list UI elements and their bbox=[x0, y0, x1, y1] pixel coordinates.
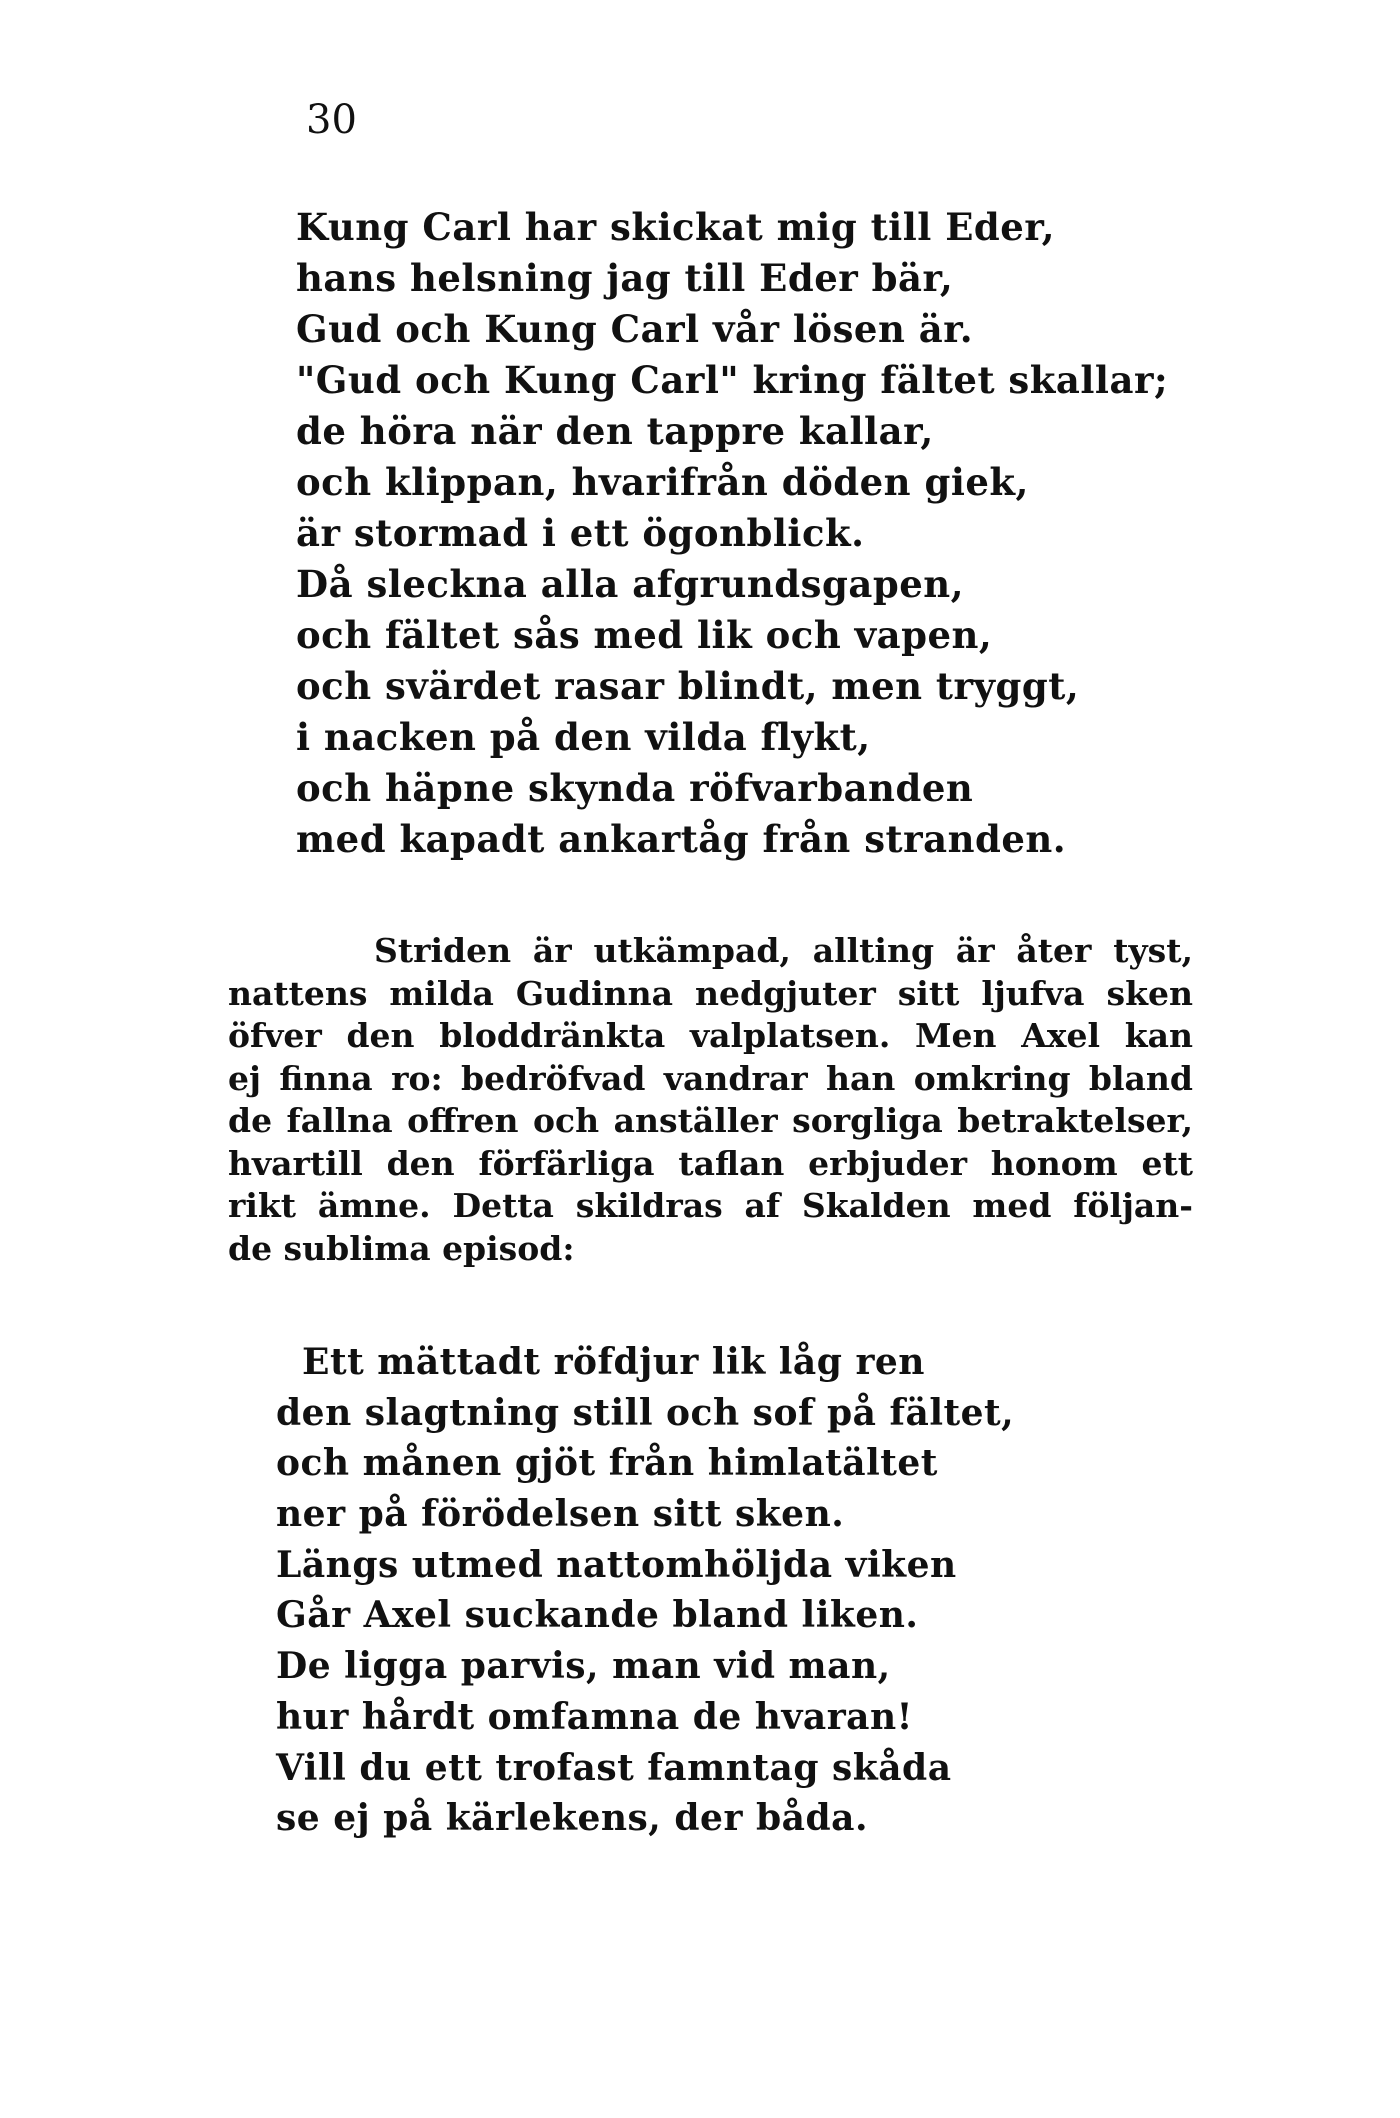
verse-stanza-1 bbox=[296, 202, 1168, 865]
prose-line: rikt ämne. Detta skildras af Skalden med följan- bbox=[228, 1186, 1193, 1225]
verse-line: hur hårdt omfamna de hvaran! bbox=[276, 1695, 913, 1738]
verse-line: Gud och Kung Carl vår lösen är. bbox=[296, 307, 974, 351]
prose-line: ej finna ro: bedröfvad vandrar han omkring bland bbox=[228, 1058, 1193, 1098]
verse-line: i nacken på den vilda flykt, bbox=[296, 715, 871, 759]
verse-line: och häpne skynda röfvarbanden bbox=[296, 766, 974, 810]
verse-line: är stormad i ett ögonblick. bbox=[296, 511, 865, 555]
prose-line: hvartill den förfärliga taflan erbjuder honom ett bbox=[228, 1143, 1193, 1183]
verse-line: de höra när den tappre kallar, bbox=[296, 409, 934, 453]
verse-line: den slagtning still och sof på fältet, bbox=[276, 1391, 1015, 1434]
verse-line: Ett mättadt röfdjur lik låg ren bbox=[302, 1341, 925, 1383]
verse-line: och klippan, hvarifrån döden giek, bbox=[296, 460, 1029, 504]
prose-paragraph bbox=[228, 930, 1193, 1270]
verse-line: och svärdet rasar blindt, men tryggt, bbox=[296, 664, 1080, 708]
verse-line: med kapadt ankartåg från stranden. bbox=[296, 817, 1067, 861]
verse-line: "Gud och Kung Carl" kring fältet skallar; bbox=[296, 358, 1169, 402]
verse-line: Då sleckna alla afgrundsgapen, bbox=[296, 562, 965, 606]
prose-line: de fallna offren och anställer sorgliga betraktelser, bbox=[228, 1101, 1193, 1140]
verse-line: De ligga parvis, man vid man, bbox=[276, 1645, 891, 1688]
verse-line: Går Axel suckande bland liken. bbox=[276, 1594, 919, 1637]
verse-line: Kung Carl har skickat mig till Eder, bbox=[296, 205, 1056, 249]
page-number: 30 bbox=[306, 97, 357, 143]
prose-line: Striden är utkämpad, allting är åter tyst, bbox=[374, 931, 1193, 970]
verse-line: Längs utmed nattomhöljda viken bbox=[276, 1543, 957, 1586]
verse-line: och fältet sås med lik och vapen, bbox=[296, 613, 993, 657]
verse-line: ner på förödelsen sitt sken. bbox=[276, 1493, 845, 1536]
prose-line: de sublima episod: bbox=[228, 1228, 575, 1268]
verse-stanza-2 bbox=[276, 1337, 1014, 1844]
prose-line: nattens milda Gudinna nedgjuter sitt ljufva sken bbox=[228, 973, 1193, 1013]
verse-line: och månen gjöt från himlatältet bbox=[276, 1442, 938, 1485]
verse-line: se ej på kärlekens, der båda. bbox=[276, 1797, 868, 1840]
verse-line: hans helsning jag till Eder bär, bbox=[296, 256, 954, 300]
prose-line: öfver den bloddränkta valplatsen. Men Axel kan bbox=[228, 1016, 1193, 1055]
verse-line: Vill du ett trofast famntag skåda bbox=[276, 1746, 952, 1789]
